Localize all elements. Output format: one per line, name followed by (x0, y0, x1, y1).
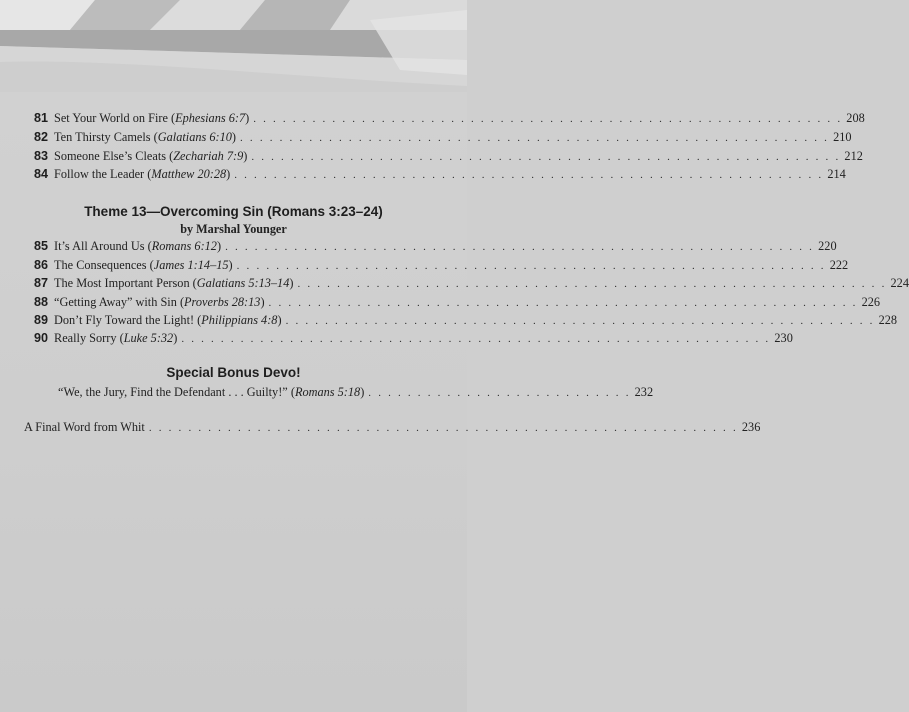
dot-leader: . . . . . . . . . . . . . . . . . . . . . . . . . . . . . . . . . . . . . . . . . . . . . . . . . . . . . . . . . . . . (181, 333, 771, 345)
entry-title: It’s All Around Us (Romans 6:12) (54, 239, 222, 253)
entry-page-number: 212 (844, 149, 863, 163)
toc-entry[interactable] (34, 239, 837, 257)
toc-entry-final[interactable] (24, 420, 761, 438)
entry-title: The Consequences (James 1:14–15) (54, 258, 233, 272)
entry-number: 87 (34, 276, 49, 290)
decorative-banner (0, 0, 467, 92)
entry-number: 90 (34, 331, 49, 345)
entry-title: The Most Important Person (Galatians 5:13–14) (54, 276, 294, 290)
bonus-heading: Special Bonus Devo! (166, 365, 301, 380)
dot-leader: . . . . . . . . . . . . . . . . . . . . . . . . . . . . . . . . . . . . . . . . . . . . . . . . . . . . . . . . . . . . (268, 297, 858, 309)
entry-number: 85 (34, 239, 49, 253)
entry-page-number: 222 (829, 258, 849, 272)
toc-entry[interactable] (34, 111, 865, 129)
theme-byline: by Marshal Younger (180, 222, 287, 236)
entry-number: 81 (34, 111, 49, 125)
entry-number: 84 (34, 167, 49, 181)
entry-title: Don’t Fly Toward the Light! (Philippians 4:8) (54, 313, 282, 327)
entry-page-number: 230 (774, 331, 793, 345)
entry-title: Follow the Leader (Matthew 20:28) (54, 167, 231, 181)
dot-leader: . . . . . . . . . . . . . . . . . . . . . . . . . . . . . . . . . . . . . . . . . . . . . . . . . . . . . . . . . . . . (234, 169, 824, 181)
entry-page-number: 228 (878, 313, 898, 327)
entry-number: 89 (34, 313, 49, 327)
entry-number: 88 (34, 295, 49, 309)
entry-title: Really Sorry (Luke 5:32) (54, 331, 178, 345)
entry-page-number: 224 (890, 276, 909, 290)
dot-leader: . . . . . . . . . . . . . . . . . . . . . . . . . . . . . . . . . . . . . . . . . . . . . . . . . . . . . . . . . . . . (236, 260, 826, 272)
entry-page-number: 226 (861, 295, 881, 309)
entry-page-number: 214 (827, 167, 846, 181)
dot-leader: . . . . . . . . . . . . . . . . . . . . . . . . . . . . . . . . . . . . . . . . . . . . . . . . . . . . . . . . . . . . (297, 278, 887, 290)
entry-title: Someone Else’s Cleats (Zechariah 7:9) (54, 149, 248, 163)
entry-number: 82 (34, 130, 49, 144)
toc-entry[interactable] (34, 258, 849, 276)
toc-entry[interactable] (34, 331, 793, 349)
toc-entry[interactable] (34, 313, 898, 331)
theme-heading: Theme 13—Overcoming Sin (Romans 3:23–24) (84, 204, 383, 219)
entry-page-number: 220 (818, 239, 837, 253)
entry-page-number: 232 (634, 385, 654, 399)
toc-entry[interactable] (34, 149, 863, 167)
entry-page-number: 208 (846, 111, 865, 125)
toc-entry[interactable] (34, 130, 852, 148)
dot-leader: . . . . . . . . . . . . . . . . . . . . . . . . . . . . . . . . . . . . . . . . . . . . . . . . . . . . . . . . . . . . (148, 422, 738, 434)
entry-title: Set Your World on Fire (Ephesians 6:7) (54, 111, 250, 125)
toc-entry-bonus[interactable] (58, 385, 654, 403)
dot-leader: . . . . . . . . . . . . . . . . . . . . . . . . . . . . . . . . . . . . . . . . . . . . . . . . . . . . . . . . . . . . (285, 315, 875, 327)
toc-entry[interactable] (34, 167, 846, 185)
toc-entry[interactable] (34, 276, 909, 294)
entry-title: “We, the Jury, Find the Defendant . . . Guilty!” (Romans 5:18) (58, 385, 365, 399)
entry-number: 83 (34, 149, 49, 163)
dot-leader: . . . . . . . . . . . . . . . . . . . . . . . . . . . (368, 387, 631, 399)
dot-leader: . . . . . . . . . . . . . . . . . . . . . . . . . . . . . . . . . . . . . . . . . . . . . . . . . . . . . . . . . . . . (253, 113, 843, 125)
dot-leader: . . . . . . . . . . . . . . . . . . . . . . . . . . . . . . . . . . . . . . . . . . . . . . . . . . . . . . . . . . . . (251, 151, 841, 163)
entry-title: A Final Word from Whit (24, 420, 145, 434)
dot-leader: . . . . . . . . . . . . . . . . . . . . . . . . . . . . . . . . . . . . . . . . . . . . . . . . . . . . . . . . . . . . (225, 241, 815, 253)
entry-number: 86 (34, 258, 49, 272)
dot-leader: . . . . . . . . . . . . . . . . . . . . . . . . . . . . . . . . . . . . . . . . . . . . . . . . . . . . . . . . . . . . (240, 132, 830, 144)
entry-page-number: 210 (833, 130, 852, 144)
toc-entry[interactable] (34, 295, 881, 313)
entry-title: Ten Thirsty Camels (Galatians 6:10) (54, 130, 237, 144)
entry-page-number: 236 (741, 420, 761, 434)
entry-title: “Getting Away” with Sin (Proverbs 28:13) (54, 295, 265, 309)
